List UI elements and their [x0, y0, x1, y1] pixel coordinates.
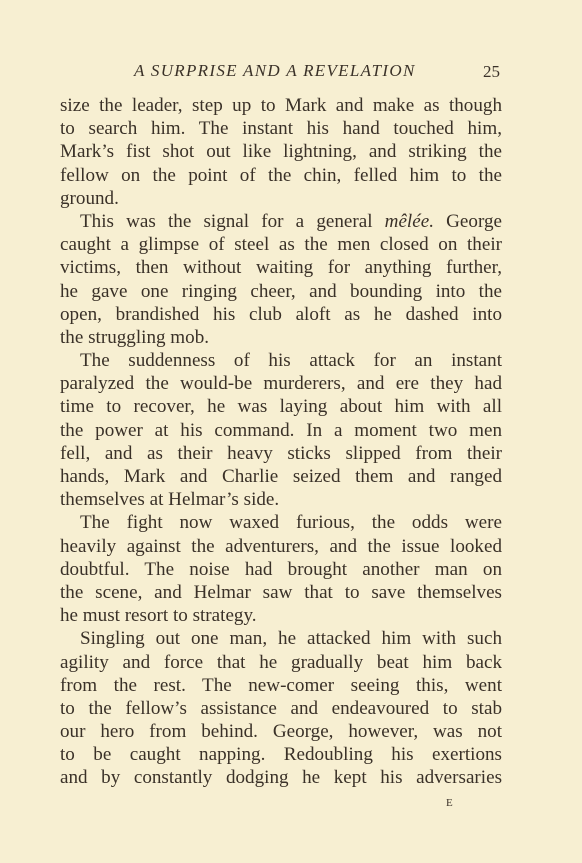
text-line-content: size the leader, step up to Mark and make as though	[60, 95, 502, 116]
text-line-content: to be caught napping. Redoubling his exertions	[60, 744, 502, 766]
text-line-content: heavily against the adventurers, and the issue looked	[60, 535, 502, 557]
text-line-content: time to recover, he was laying about him with all	[60, 396, 502, 418]
text-line	[60, 256, 502, 279]
signature-mark: E	[446, 797, 454, 809]
text-line-content: from the rest. The new-comer seeing this, went	[60, 674, 502, 696]
text-line-content: The suddenness of his attack for an instant	[80, 350, 502, 372]
text-line	[60, 94, 502, 117]
text-line	[60, 140, 502, 163]
paragraph-end-line	[60, 488, 502, 511]
text-line-content: he must resort to strategy.	[60, 605, 257, 627]
text-line-content: open, brandished his club aloft as he dashed into	[60, 303, 502, 325]
text-line	[60, 535, 502, 558]
text-line	[60, 395, 502, 418]
text-line	[60, 117, 502, 140]
text-line	[60, 372, 502, 395]
text-line-content: to search him. The instant his hand touched him,	[60, 118, 502, 140]
text-line-content: our hero from behind. George, however, was not	[60, 721, 502, 743]
text-line	[60, 651, 502, 674]
text-line	[60, 558, 502, 581]
text-line-content: victims, then without waiting for anything further,	[60, 257, 502, 279]
italic-word: mêlée.	[384, 210, 434, 232]
paragraph-end-line	[60, 604, 502, 627]
text-line-content: George	[433, 210, 502, 232]
text-line-content: to the fellow’s assistance and endeavoured to stab	[60, 697, 502, 719]
text-line-content: Mark’s fist shot out like lightning, and striking the	[60, 141, 502, 163]
text-line-content: fellow on the point of the chin, felled him to the	[60, 164, 502, 186]
paragraph-end-line	[60, 187, 502, 210]
text-line-content: themselves at Helmar’s side.	[60, 489, 280, 511]
text-line	[60, 442, 502, 465]
body-text	[60, 94, 502, 790]
text-line-content: the scene, and Helmar saw that to save themselves	[60, 581, 502, 603]
text-line-content: the power at his command. In a moment two men	[60, 419, 502, 441]
text-line	[60, 419, 502, 442]
text-line	[60, 280, 502, 303]
text-line	[60, 465, 502, 488]
text-line	[60, 697, 502, 720]
paragraph-first-line	[60, 627, 502, 650]
text-line-content: ground.	[60, 187, 119, 209]
paragraph-first-line	[60, 210, 502, 233]
text-line	[60, 720, 502, 743]
text-line-content: hands, Mark and Charlie seized them and ranged	[60, 466, 502, 487]
text-line-content: fell, and as their heavy sticks slipped from their	[60, 442, 502, 464]
text-line-content: and by constantly dodging he kept his adversaries	[60, 767, 502, 789]
text-line-content: caught a glimpse of steel as the men closed on their	[60, 234, 502, 256]
text-line	[60, 581, 502, 604]
text-line-content: he gave one ringing cheer, and bounding into the	[60, 280, 502, 302]
text-line-content: agility and force that he gradually beat him back	[60, 651, 502, 673]
text-line-content: the struggling mob.	[60, 326, 210, 348]
text-line-content: The fight now waxed furious, the odds were	[80, 512, 502, 534]
page-number: 25	[483, 62, 500, 81]
paragraph-first-line	[60, 511, 502, 534]
paragraph-end-line	[60, 326, 502, 349]
text-line	[60, 674, 502, 697]
text-line	[60, 303, 502, 326]
text-line-content: This was the signal for a general	[80, 210, 385, 232]
text-line-content: doubtful. The noise had brought another man on	[60, 558, 502, 580]
text-line	[60, 164, 502, 187]
text-line	[60, 743, 502, 766]
chapter-title: A SURPRISE AND A REVELATION	[134, 61, 416, 80]
text-line-content: paralyzed the would-be murderers, and ere they had	[60, 373, 502, 395]
text-line-content: Singling out one man, he attacked him with such	[80, 628, 502, 650]
text-line	[60, 233, 502, 256]
text-line	[60, 766, 502, 789]
running-head	[0, 61, 582, 85]
paragraph-first-line	[60, 349, 502, 372]
